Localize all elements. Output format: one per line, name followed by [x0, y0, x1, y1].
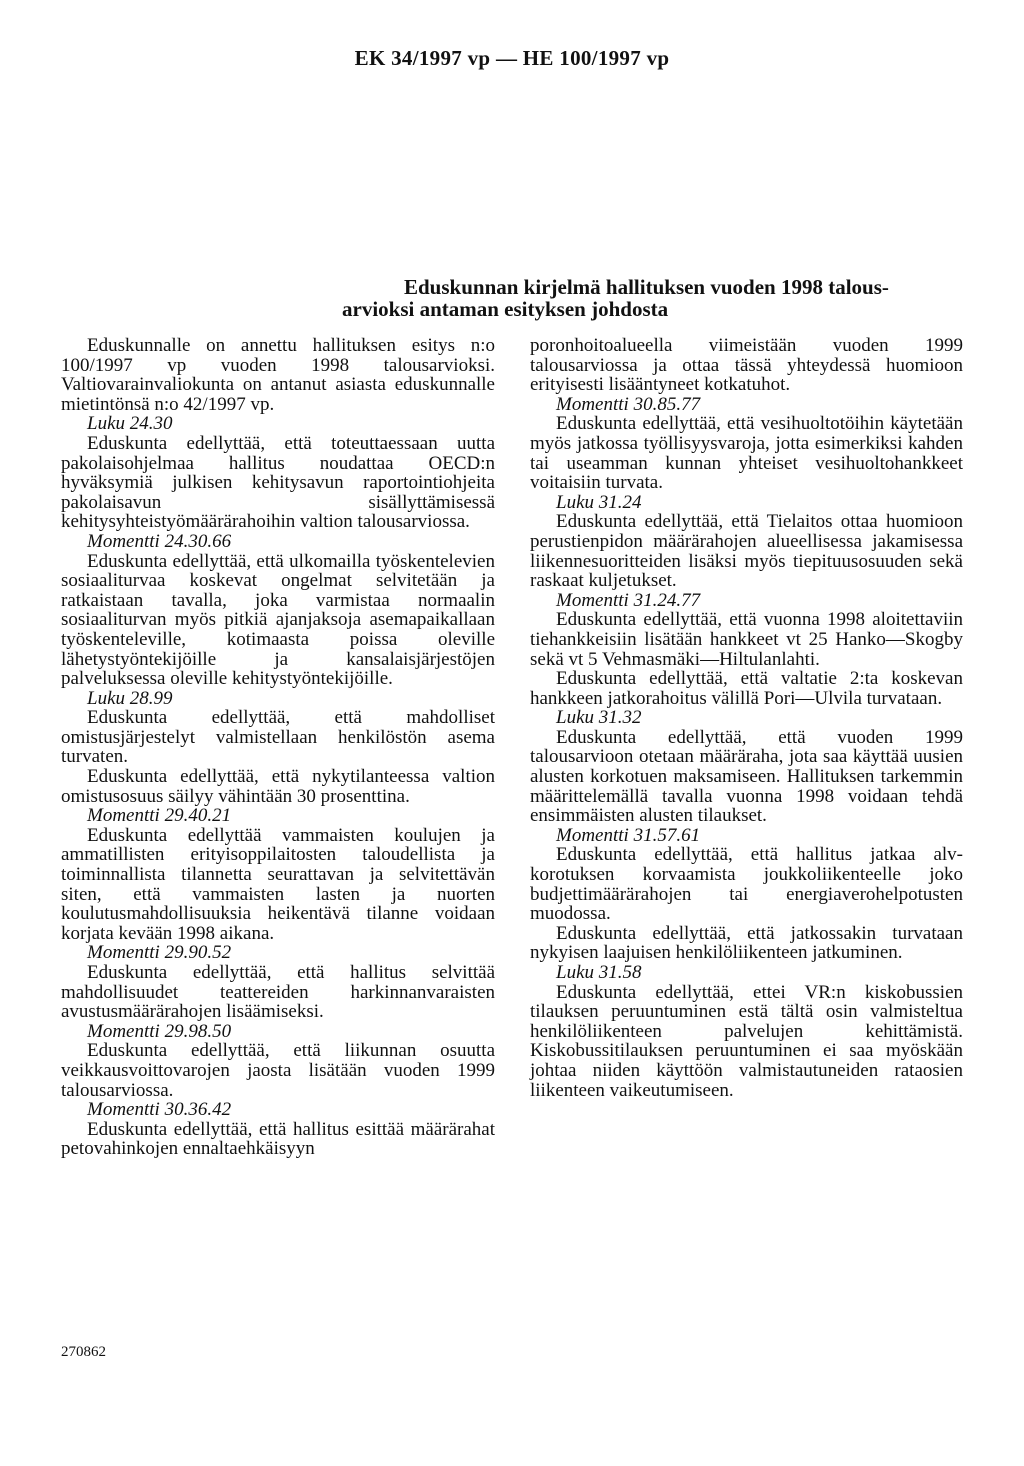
paragraph: Eduskunta edellyttää, että jatkossakin turvataan nykyisen laajuisen henkilöliikenteen jatkuminen. [530, 922, 963, 964]
paragraph: Eduskunta edellyttää, että nykytilanteessa valtion omistusosuus säilyy vähintään 30 prosenttina. [61, 766, 495, 807]
section-heading: Luku 31.24 [556, 491, 642, 513]
paragraph: Eduskunta edellyttää, että toteuttaessaan uutta pakolaisohjelmaa hallitus noudattaa OECD:n hyväksymiä julkisen kehitysavun raportointiohjeita pakolaisavun sisällyttämisessä kehitysyhteistyömäärärahoihin valtion talousarviossa. [61, 432, 495, 533]
page-header: EK 34/1997 vp — HE 100/1997 vp [354, 46, 670, 70]
paragraph: Eduskunta edellyttää, että hallitus jatkaa alv-korotuksen korvaamista joukkoliikenteelle joko budjettimäärärahojen tai energiaverohelpotusten muodossa. [530, 844, 963, 925]
paragraph: Eduskunta edellyttää, että ulkomailla työskentelevien sosiaaliturvaa koskevat ongelmat selvitetään ja ratkaistaan tavalla, joka varmistaa normaalin sosiaaliturvan myös pitkiä ajanjaksoja asemapaikallaan työskenteleville, kotimaasta poissa oleville lähetystyöntekijöille ja kansalaisjärjestöjen palveluksessa oleville kehitystyöntekijöille. [61, 550, 495, 690]
paragraph: Eduskunta edellyttää vammaisten koulujen ja ammatillisten erityisoppilaitosten taloudellista ja toiminnallista tilannetta seurattavan ja selvitettävän siten, että vammaisten lasten ja nuorten koulutusmahdollisuuksia heikentävä tilanne voidaan korjata kevään 1998 aikana. [61, 824, 495, 944]
paragraph: Eduskunta edellyttää, että hallitus selvittää mahdollisuudet teattereiden harkinnanvaraisten avustusmäärärahojen lisäämiseksi. [61, 962, 495, 1023]
section-heading: Momentti 31.57.61 [556, 824, 701, 846]
section-heading: Momentti 30.36.42 [87, 1099, 232, 1121]
paragraph: Eduskunta edellyttää, että hallitus esittää määrärahat petovahinkojen ennaltaehkäisyyn [61, 1118, 495, 1160]
section-heading: Momentti 29.40.21 [87, 805, 232, 827]
section-heading: Momentti 29.98.50 [87, 1020, 232, 1042]
paragraph: Eduskunnalle on annettu hallituksen esitys n:o 100/1997 vp vuoden 1998 talousarvioksi. Valtiovarainvaliokunta on antanut asiasta eduskunnalle mietintönsä n:o 42/1997 vp. [61, 335, 495, 415]
section-heading: Luku 24.30 [87, 413, 173, 435]
paragraph: Eduskunta edellyttää, että liikunnan osuutta veikkausvoittovarojen jaosta lisätään vuoden 1999 talousarviossa. [61, 1040, 495, 1101]
paragraph-continuation: poronhoitoalueella viimeistään vuoden 1999 talousarviossa ja ottaa tässä yhteydessä huomioon erityisesti lisääntyneet kotkatuhot. [530, 335, 963, 396]
paragraph: Eduskunta edellyttää, että Tielaitos ottaa huomioon perustienpidon määrärahojen alueellisessa jakamisessa liikennesuoritteiden lisäksi myös tiepituusosuuden sekä raskaat kuljetukset. [530, 511, 963, 592]
document-title [342, 275, 964, 321]
paragraph: Eduskunta edellyttää, että valtatie 2:ta koskevan hankkeen jatkorahoitus välillä Pori—Ulvila turvataan. [530, 668, 963, 709]
section-heading: Momentti 31.24.77 [556, 589, 701, 611]
section-heading: Momentti 29.90.52 [87, 942, 232, 964]
title-line-2: arvioksi antaman esityksen johdosta [342, 297, 669, 321]
section-heading: Momentti 30.85.77 [556, 393, 701, 415]
left-column [61, 336, 495, 1159]
paragraph: Eduskunta edellyttää, että mahdolliset omistusjärjestelyt valmistellaan henkilöstön asema turvaten. [61, 707, 495, 768]
paragraph: Eduskunta edellyttää, ettei VR:n kiskobussien tilauksen peruuntuminen estä tältä osin valmisteltua henkilöliikenteen palvelujen kehittämistä. Kiskobussitilauksen peruuntuminen ei saa myöskään johtaa niiden käyttöön valmistautuneiden rataosien liikenteen vaikeutumiseen. [530, 981, 963, 1101]
section-heading: Luku 28.99 [87, 687, 173, 709]
footer-code: 270862 [61, 1344, 106, 1360]
paragraph: Eduskunta edellyttää, että vuonna 1998 aloitettaviin tiehankkeisiin lisätään hankkeet vt 25 Hanko—Skogby sekä vt 5 Vehmasmäki—Hiltulanlahti. [530, 609, 963, 670]
section-heading: Luku 31.58 [556, 962, 642, 983]
paragraph: Eduskunta edellyttää, että vuoden 1999 talousarvioon otetaan määräraha, jota saa käyttää uusien alusten korkotuen maksamiseen. Hallituksen tarkemmin määrittelemällä tavalla vuonna 1998 voidaan tehdä ensimmäisten alusten tilaukset. [530, 726, 963, 827]
title-line-1: Eduskunnan kirjelmä hallituksen vuoden 1998 talous- [404, 275, 889, 299]
section-heading: Luku 31.32 [556, 707, 642, 729]
right-column [530, 336, 963, 1100]
section-heading: Momentti 24.30.66 [87, 530, 232, 552]
paragraph: Eduskunta edellyttää, että vesihuoltotöihin käytetään myös jatkossa työllisyysvaroja, jotta esimerkiksi kahden tai useamman kunnan yhteiset vesihuoltohankkeet voitaisiin turvata. [530, 413, 963, 494]
